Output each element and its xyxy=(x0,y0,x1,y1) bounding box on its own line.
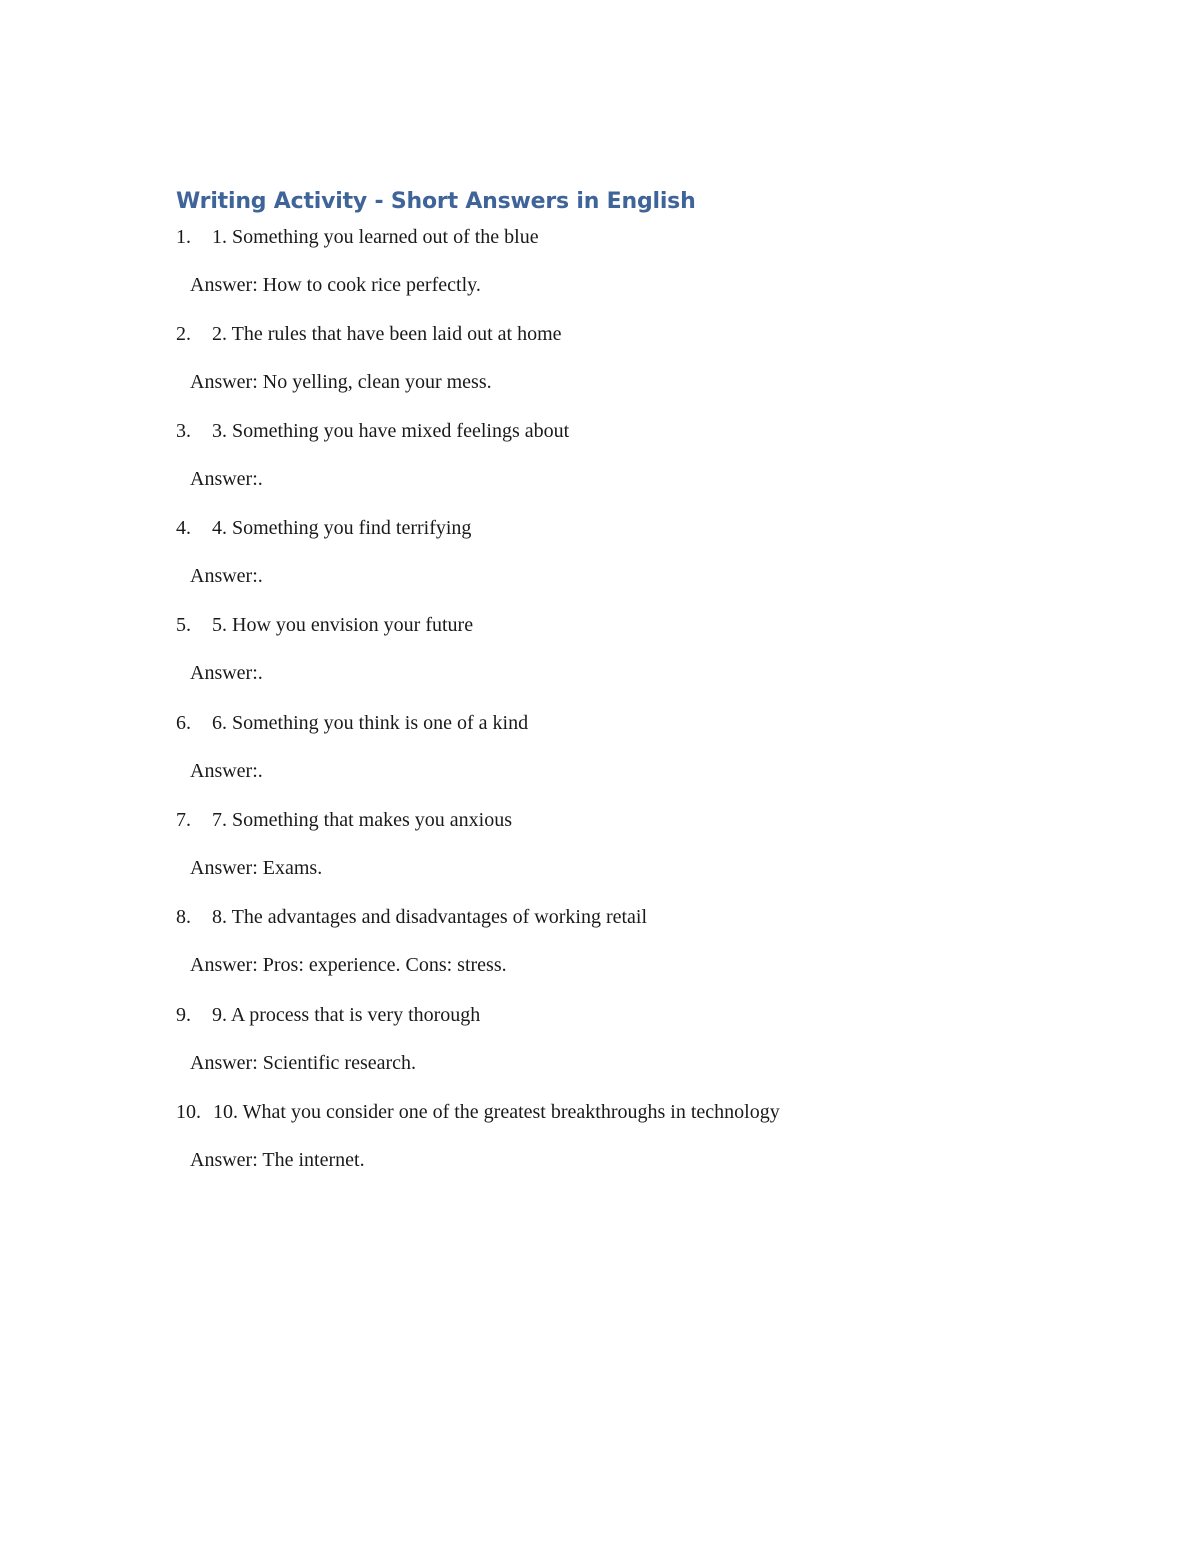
item-number: 3. xyxy=(176,420,191,442)
item-number: 10. xyxy=(176,1101,201,1123)
item-number: 4. xyxy=(176,517,191,539)
question-text: 9. A process that is very thorough xyxy=(212,1004,481,1026)
item-number: 1. xyxy=(176,226,191,248)
list-item xyxy=(0,1003,1200,1099)
answer-text: Answer:. xyxy=(190,760,263,782)
question-text: 2. The rules that have been laid out at home xyxy=(212,323,562,345)
list-item xyxy=(0,516,1200,612)
question-text: 8. The advantages and disadvantages of working retail xyxy=(212,906,648,928)
question-text: 3. Something you have mixed feelings about xyxy=(212,420,570,442)
list-item xyxy=(0,711,1200,807)
list-item xyxy=(0,905,1200,1001)
item-number: 9. xyxy=(176,1004,191,1026)
question-text: 10. What you consider one of the greatest breakthroughs in technology xyxy=(213,1101,780,1123)
list-item xyxy=(0,225,1200,321)
question-text: 5. How you envision your future xyxy=(212,614,474,636)
item-number: 8. xyxy=(176,906,191,928)
document-title: Writing Activity - Short Answers in English xyxy=(176,189,696,214)
answer-text: Answer: How to cook rice perfectly. xyxy=(190,274,481,296)
list-item xyxy=(0,419,1200,515)
list-item xyxy=(0,1100,1200,1196)
item-number: 6. xyxy=(176,712,191,734)
answer-text: Answer: Exams. xyxy=(190,857,323,879)
list-item xyxy=(0,322,1200,418)
question-text: 7. Something that makes you anxious xyxy=(212,809,512,831)
answer-text: Answer: No yelling, clean your mess. xyxy=(190,371,492,393)
question-text: 4. Something you find terrifying xyxy=(212,517,472,539)
question-text: 6. Something you think is one of a kind xyxy=(212,712,529,734)
answer-text: Answer:. xyxy=(190,565,263,587)
item-number: 2. xyxy=(176,323,191,345)
list-item xyxy=(0,808,1200,904)
answer-text: Answer: The internet. xyxy=(190,1149,365,1171)
list-item xyxy=(0,613,1200,709)
answer-text: Answer: Scientific research. xyxy=(190,1052,417,1074)
question-text: 1. Something you learned out of the blue xyxy=(212,226,539,248)
answer-text: Answer:. xyxy=(190,662,263,684)
answer-text: Answer: Pros: experience. Cons: stress. xyxy=(190,954,507,976)
answer-text: Answer:. xyxy=(190,468,263,490)
item-number: 7. xyxy=(176,809,191,831)
item-number: 5. xyxy=(176,614,191,636)
